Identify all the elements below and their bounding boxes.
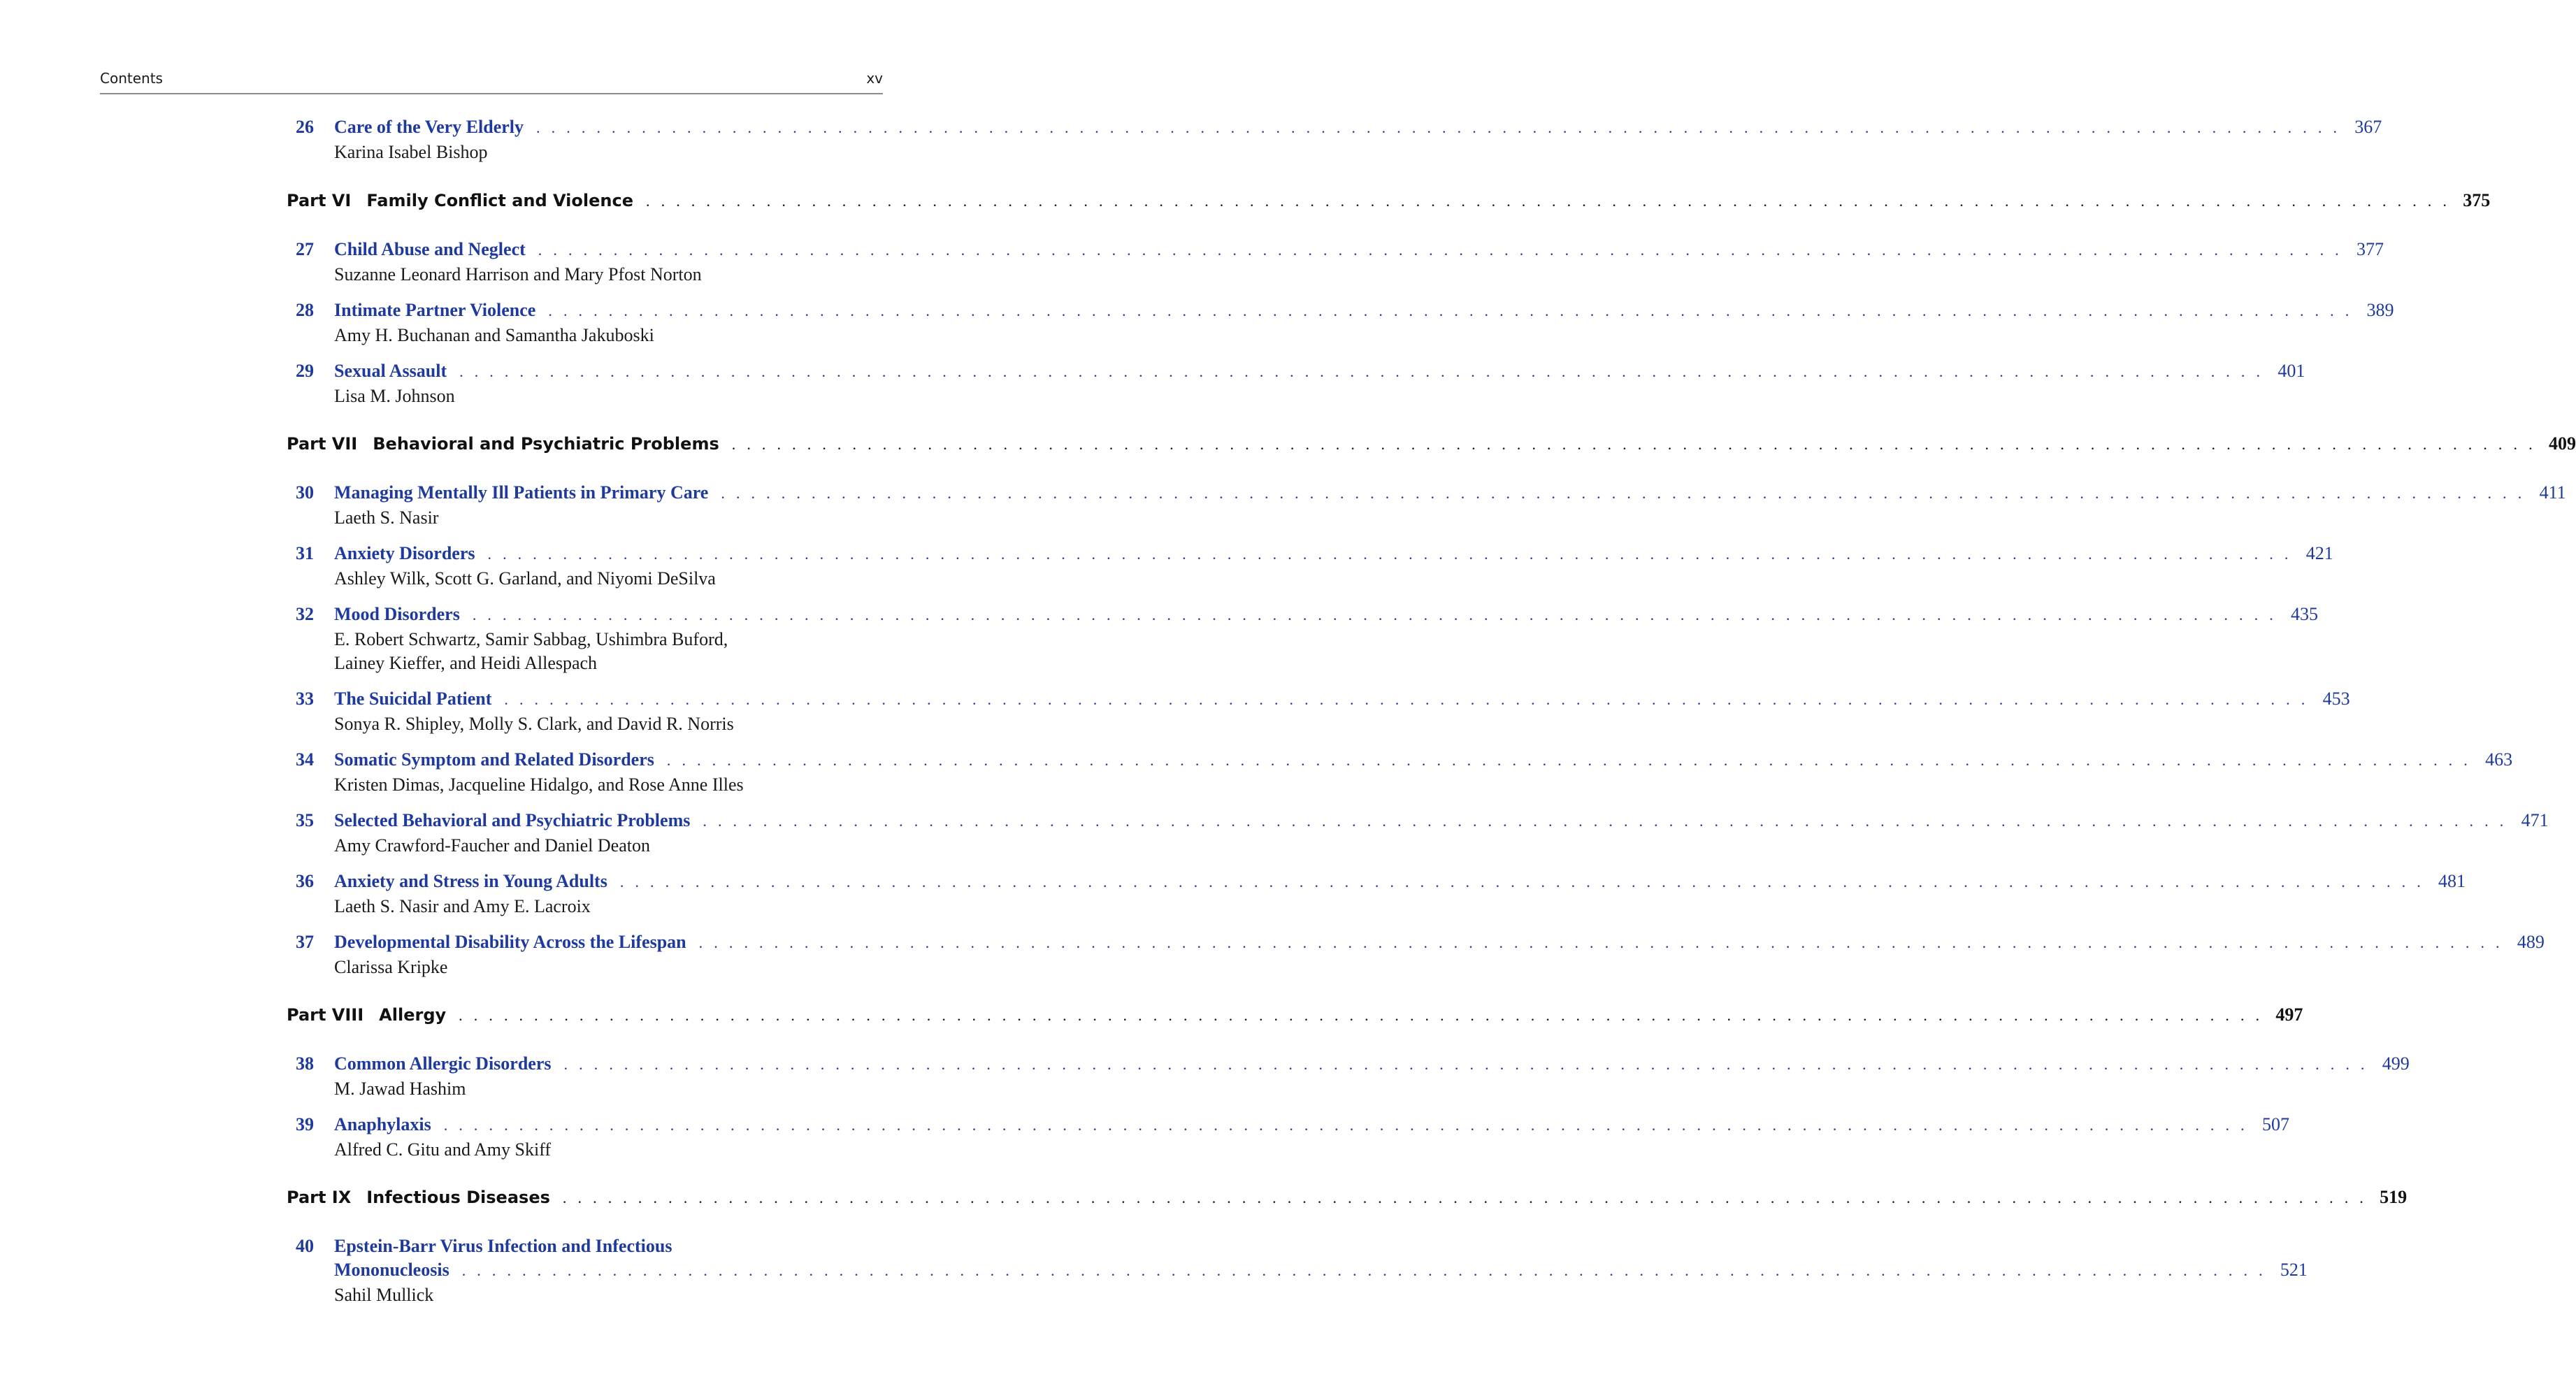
toc-dot-leader: . . . . . . . . . . . . . . . . . . . . . . . . . . . . . . . . . . . . . . . . . . . . . . . . . . . . . . . . . . . . . . . . . . . . . . . . . . . . . . . . . . . . . . . . . . . . . . . . . . . . . . . . . . . . . . . . . . . . . . . . [487, 545, 2292, 563]
toc-chapter-authors [334, 384, 883, 408]
toc-dot-leader: . . . . . . . . . . . . . . . . . . . . . . . . . . . . . . . . . . . . . . . . . . . . . . . . . . . . . . . . . . . . . . . . . . . . . . . . . . . . . . . . . . . . . . . . . . . . . . . . . . . . . . . . . . . . . . . . . . . . . . . . [698, 934, 2503, 951]
toc-author-line: Kristen Dimas, Jacqueline Hidalgo, and Rose Anne Illes [334, 774, 744, 795]
toc-dot-leader: . . . . . . . . . . . . . . . . . . . . . . . . . . . . . . . . . . . . . . . . . . . . . . . . . . . . . . . . . . . . . . . . . . . . . . . . . . . . . . . . . . . . . . . . . . . . . . . . . . . . . . . . . . . . . . . . . . . . . . . . [563, 1055, 2368, 1073]
toc-chapter-title[interactable]: Intimate Partner Violence [334, 300, 536, 320]
toc-chapter-number[interactable]: 37 [296, 932, 314, 952]
toc-part-line [287, 1186, 2408, 1209]
toc-chapter-entry[interactable] [287, 930, 2545, 977]
toc-chapter-title[interactable]: Common Allergic Disorders [334, 1053, 552, 1074]
toc-chapter-line [334, 930, 2545, 954]
toc-chapter-line [334, 1052, 2410, 1076]
toc-chapter-entry[interactable] [287, 1052, 2410, 1099]
toc-author-line: Suzanne Leonard Harrison and Mary Pfost Norton [334, 264, 702, 284]
toc-dot-leader: . . . . . . . . . . . . . . . . . . . . . . . . . . . . . . . . . . . . . . . . . . . . . . . . . . . . . . . . . . . . . . . . . . . . . . . . . . . . . . . . . . . . . . . . . . . . . . . . . . . . . . . . . . . . . . . . . . . . . . . . [504, 691, 2309, 708]
toc-chapter-number[interactable]: 33 [296, 689, 314, 709]
toc-chapter-entry[interactable] [287, 115, 2382, 162]
toc-part-entry[interactable] [287, 189, 2491, 212]
toc-part-label: Part VI [287, 191, 352, 210]
toc-page-number[interactable]: 411 [2539, 482, 2566, 503]
toc-page-number[interactable]: 489 [2517, 932, 2545, 952]
toc-author-line: Amy Crawford-Faucher and Daniel Deaton [334, 835, 650, 856]
toc-chapter-number[interactable]: 35 [296, 810, 314, 830]
toc-chapter-line [334, 1258, 2308, 1282]
toc-chapter-line [334, 298, 2394, 322]
toc-dot-leader: . . . . . . . . . . . . . . . . . . . . . . . . . . . . . . . . . . . . . . . . . . . . . . . . . . . . . . . . . . . . . . . . . . . . . . . . . . . . . . . . . . . . . . . . . . . . . . . . . . . . . . . . . . . . . . . . . . . . . . . . [461, 1262, 2266, 1279]
toc-chapter-number[interactable]: 26 [296, 117, 314, 137]
toc-part-entry[interactable] [287, 1003, 2303, 1027]
toc-chapter-title[interactable]: Somatic Symptom and Related Disorders [334, 749, 654, 770]
toc-dot-leader: . . . . . . . . . . . . . . . . . . . . . . . . . . . . . . . . . . . . . . . . . . . . . . . . . . . . . . . . . . . . . . . . . . . . . . . . . . . . . . . . . . . . . . . . . . . . . . . . . . . . . . . . . . . . . . . . . . . . . . . . [703, 812, 2507, 830]
running-head-page-number: xv [866, 70, 883, 87]
toc-chapter-number[interactable]: 38 [296, 1053, 314, 1074]
toc-chapter-line [334, 481, 2566, 505]
toc-author-line: Alfred C. Gitu and Amy Skiff [334, 1139, 552, 1160]
toc-chapter-entry[interactable] [287, 1113, 2289, 1160]
toc-chapter-line [334, 1113, 2289, 1137]
toc-chapter-number[interactable]: 28 [296, 300, 314, 320]
toc-dot-leader: . . . . . . . . . . . . . . . . . . . . . . . . . . . . . . . . . . . . . . . . . . . . . . . . . . . . . . . . . . . . . . . . . . . . . . . . . . . . . . . . . . . . . . . . . . . . . . . . . . . . . . . . . . . . . . . . . . . . . . . . [443, 1116, 2248, 1134]
toc-chapter-number[interactable]: 27 [296, 239, 314, 259]
toc-chapter-title[interactable]: Anxiety and Stress in Young Adults [334, 871, 607, 891]
toc-author-line: Sonya R. Shipley, Molly S. Clark, and David R. Norris [334, 714, 734, 734]
toc-dot-leader: . . . . . . . . . . . . . . . . . . . . . . . . . . . . . . . . . . . . . . . . . . . . . . . . . . . . . . . . . . . . . . . . . . . . . . . . . . . . . . . . . . . . . . . . . . . . . . . . . . . . . . . . . . . . . . . . . . . . . . . . [538, 241, 2343, 259]
toc-author-line: Laeth S. Nasir [334, 507, 439, 528]
toc-part-entry[interactable] [287, 432, 2576, 456]
toc-dot-leader: . . . . . . . . . . . . . . . . . . . . . . . . . . . . . . . . . . . . . . . . . . . . . . . . . . . . . . . . . . . . . . . . . . . . . . . . . . . . . . . . . . . . . . . . . . . . . . . . . . . . . . . . . . . . . . . . . . . . . . . . [459, 1007, 2264, 1024]
toc-part-title[interactable]: Allergy [379, 1005, 447, 1025]
toc-chapter-title[interactable]: Selected Behavioral and Psychiatric Problems [334, 810, 691, 830]
toc-page-number[interactable]: 435 [2291, 604, 2319, 624]
toc-page-number[interactable]: 367 [2354, 117, 2382, 137]
toc-chapter-title[interactable]: Developmental Disability Across the Lifespan [334, 932, 686, 952]
toc-chapter-authors [334, 506, 883, 530]
toc-dot-leader: . . . . . . . . . . . . . . . . . . . . . . . . . . . . . . . . . . . . . . . . . . . . . . . . . . . . . . . . . . . . . . . . . . . . . . . . . . . . . . . . . . . . . . . . . . . . . . . . . . . . . . . . . . . . . . . . . . . . . . . . [666, 751, 2472, 769]
toc-chapter-number[interactable]: 29 [296, 361, 314, 381]
toc-author-line: Amy H. Buchanan and Samantha Jakuboski [334, 325, 654, 345]
toc-chapter-title[interactable]: Mood Disorders [334, 604, 460, 624]
toc-chapter-title[interactable]: Anxiety Disorders [334, 543, 475, 563]
toc-chapter-number[interactable]: 36 [296, 871, 314, 891]
toc-chapter-entry[interactable] [287, 481, 2566, 528]
toc-part-line [287, 432, 2576, 456]
toc-chapter-number[interactable]: 31 [296, 543, 314, 563]
toc-author-line: Karina Isabel Bishop [334, 142, 488, 162]
toc-page-number[interactable]: 401 [2278, 361, 2305, 381]
toc-chapter-title[interactable]: Child Abuse and Neglect [334, 239, 526, 259]
toc-chapter-authors [334, 324, 883, 347]
toc-part-entry[interactable] [287, 1186, 2408, 1209]
toc-dot-leader: . . . . . . . . . . . . . . . . . . . . . . . . . . . . . . . . . . . . . . . . . . . . . . . . . . . . . . . . . . . . . . . . . . . . . . . . . . . . . . . . . . . . . . . . . . . . . . . . . . . . . . . . . . . . . . . . . . . . . . . . [548, 302, 2353, 319]
toc-part-label: Part IX [287, 1188, 352, 1207]
toc-author-line: Clarissa Kripke [334, 957, 448, 977]
toc-chapter-title[interactable]: Care of the Very Elderly [334, 117, 524, 137]
toc-chapter-line [334, 542, 2333, 565]
toc-chapter-number[interactable]: 32 [296, 604, 314, 624]
toc-chapter-authors [334, 956, 883, 979]
toc-chapter-line [334, 115, 2382, 139]
toc-chapter-number[interactable]: 34 [296, 749, 314, 770]
toc-chapter-number[interactable]: 40 [296, 1236, 314, 1256]
toc-author-line: E. Robert Schwartz, Samir Sabbag, Ushimbra Buford, [334, 629, 728, 649]
toc-part-title[interactable]: Family Conflict and Violence [366, 191, 633, 210]
toc-author-line: Lainey Kieffer, and Heidi Allespach [334, 653, 598, 673]
toc-chapter-line [334, 238, 2384, 261]
toc-page-number[interactable]: 499 [2382, 1053, 2410, 1074]
toc-chapter-number[interactable]: 39 [296, 1114, 314, 1134]
toc-part-title[interactable]: Behavioral and Psychiatric Problems [373, 434, 719, 454]
toc-page-number[interactable]: 453 [2322, 689, 2350, 709]
toc-dot-leader: . . . . . . . . . . . . . . . . . . . . . . . . . . . . . . . . . . . . . . . . . . . . . . . . . . . . . . . . . . . . . . . . . . . . . . . . . . . . . . . . . . . . . . . . . . . . . . . . . . . . . . . . . . . . . . . . . . . . . . . . [646, 192, 2451, 210]
toc-part-label: Part VII [287, 434, 358, 454]
toc-dot-leader: . . . . . . . . . . . . . . . . . . . . . . . . . . . . . . . . . . . . . . . . . . . . . . . . . . . . . . . . . . . . . . . . . . . . . . . . . . . . . . . . . . . . . . . . . . . . . . . . . . . . . . . . . . . . . . . . . . . . . . . . [562, 1189, 2368, 1206]
toc-chapter-entry[interactable] [287, 687, 2350, 734]
toc-chapter-authors [334, 567, 883, 591]
toc-author-line: Lisa M. Johnson [334, 386, 455, 406]
toc-chapter-entry[interactable] [287, 359, 2305, 406]
toc-chapter-title-line[interactable]: Epstein-Barr Virus Infection and Infectious [334, 1236, 672, 1256]
toc-part-line [287, 189, 2491, 212]
toc-author-line: Ashley Wilk, Scott G. Garland, and Niyomi DeSilva [334, 568, 716, 589]
toc-page-number[interactable]: 375 [2463, 190, 2491, 210]
toc-dot-leader: . . . . . . . . . . . . . . . . . . . . . . . . . . . . . . . . . . . . . . . . . . . . . . . . . . . . . . . . . . . . . . . . . . . . . . . . . . . . . . . . . . . . . . . . . . . . . . . . . . . . . . . . . . . . . . . . . . . . . . . . [472, 606, 2278, 624]
toc-chapter-line [334, 870, 2466, 893]
toc-chapter-entry[interactable] [287, 603, 2319, 673]
toc-page-number[interactable]: 497 [2275, 1004, 2303, 1025]
toc-page-number[interactable]: 507 [2261, 1114, 2289, 1134]
toc-chapter-line [334, 809, 2549, 833]
toc-part-label: Part VIII [287, 1005, 364, 1025]
toc-page-number[interactable]: 421 [2305, 543, 2333, 563]
toc-chapter-entry[interactable] [287, 748, 2513, 795]
toc-chapter-authors [334, 712, 883, 736]
toc-dot-leader: . . . . . . . . . . . . . . . . . . . . . . . . . . . . . . . . . . . . . . . . . . . . . . . . . . . . . . . . . . . . . . . . . . . . . . . . . . . . . . . . . . . . . . . . . . . . . . . . . . . . . . . . . . . . . . . . . . . . . . . . [721, 484, 2526, 502]
toc-chapter-authors [334, 140, 883, 164]
toc-part-title[interactable]: Infectious Diseases [366, 1188, 550, 1207]
toc-chapter-title[interactable]: Sexual Assault [334, 361, 447, 381]
toc-chapter-number[interactable]: 30 [296, 482, 314, 503]
toc-chapter-authors [334, 628, 883, 675]
toc-page-number[interactable]: 481 [2438, 871, 2466, 891]
toc-chapter-entry[interactable] [287, 542, 2333, 589]
toc-chapter-authors [334, 895, 883, 918]
toc-chapter-authors [334, 1283, 883, 1307]
toc-page-number[interactable]: 377 [2356, 239, 2384, 259]
toc-chapter-entry[interactable] [287, 1234, 2308, 1305]
toc-dot-leader: . . . . . . . . . . . . . . . . . . . . . . . . . . . . . . . . . . . . . . . . . . . . . . . . . . . . . . . . . . . . . . . . . . . . . . . . . . . . . . . . . . . . . . . . . . . . . . . . . . . . . . . . . . . . . . . . . . . . . . . . [536, 119, 2341, 136]
toc-page-number[interactable]: 389 [2366, 300, 2394, 320]
toc-chapter-title[interactable]: Managing Mentally Ill Patients in Primary Care [334, 482, 709, 503]
toc-page-number[interactable]: 409 [2548, 433, 2576, 454]
toc-dot-leader: . . . . . . . . . . . . . . . . . . . . . . . . . . . . . . . . . . . . . . . . . . . . . . . . . . . . . . . . . . . . . . . . . . . . . . . . . . . . . . . . . . . . . . . . . . . . . . . . . . . . . . . . . . . . . . . . . . . . . . . . [459, 363, 2264, 380]
toc-author-line: Sahil Mullick [334, 1285, 434, 1305]
toc-part-line [287, 1003, 2303, 1027]
toc-chapter-entry[interactable] [287, 238, 2384, 284]
toc-chapter-entry[interactable] [287, 809, 2549, 856]
toc-page-number[interactable]: 521 [2280, 1260, 2308, 1280]
toc-dot-leader: . . . . . . . . . . . . . . . . . . . . . . . . . . . . . . . . . . . . . . . . . . . . . . . . . . . . . . . . . . . . . . . . . . . . . . . . . . . . . . . . . . . . . . . . . . . . . . . . . . . . . . . . . . . . . . . . . . . . . . . . [619, 873, 2425, 891]
toc-chapter-authors [334, 1138, 883, 1162]
toc-chapter-entry[interactable] [287, 870, 2466, 916]
toc-chapter-title[interactable]: The Suicidal Patient [334, 689, 492, 709]
toc-page-number[interactable]: 471 [2521, 810, 2549, 830]
toc-page-number[interactable]: 519 [2380, 1187, 2408, 1207]
toc-chapter-line [334, 359, 2305, 383]
toc-chapter-line [334, 687, 2350, 711]
toc-chapter-title[interactable]: Anaphylaxis [334, 1114, 431, 1134]
toc-chapter-line [334, 748, 2513, 772]
toc-chapter-authors [334, 773, 883, 797]
toc-page-number[interactable]: 463 [2485, 749, 2513, 770]
toc-chapter-entry[interactable] [287, 298, 2394, 345]
toc-author-line: M. Jawad Hashim [334, 1079, 466, 1099]
toc-chapter-authors [334, 834, 883, 858]
running-head-section: Contents [100, 70, 163, 87]
toc-chapter-authors [334, 1077, 883, 1101]
toc-chapter-line [334, 603, 2319, 626]
toc-author-line: Laeth S. Nasir and Amy E. Lacroix [334, 896, 591, 916]
toc-chapter-title[interactable]: Mononucleosis [334, 1260, 449, 1280]
toc-dot-leader: . . . . . . . . . . . . . . . . . . . . . . . . . . . . . . . . . . . . . . . . . . . . . . . . . . . . . . . . . . . . . . . . . . . . . . . . . . . . . . . . . . . . . . . . . . . . . . . . . . . . . . . . . . . . . . . . . . . . . . . . [731, 435, 2536, 453]
toc-chapter-authors [334, 263, 883, 287]
